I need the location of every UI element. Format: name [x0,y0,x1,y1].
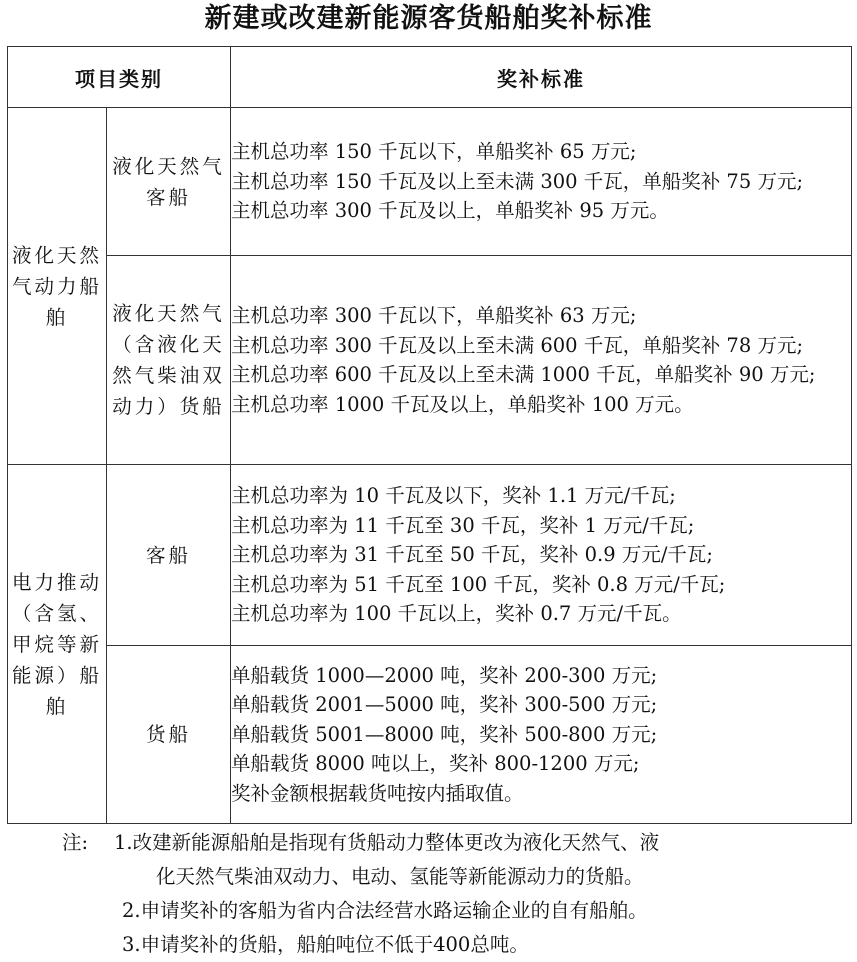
standard-line: 单船载货 2001—5000 吨，奖补 300-500 万元; [231,693,658,717]
note-line [62,826,852,860]
note-line: 2.申请奖补的客船为省内合法经营水路运输企业的自有船舶。 [122,899,648,922]
standard-line: 主机总功率 1000 千瓦及以上，单船奖补 100 万元。 [231,392,694,416]
standard-line: 主机总功率为 10 千瓦及以下，奖补 1.1 万元/千瓦; [231,484,676,508]
table-row [8,646,852,824]
standard-line: 主机总功率 150 千瓦及以上至未满 300 千瓦，单船奖补 75 万元; [231,169,804,193]
note-line: 化天然气柴油双动力、电动、氢能等新能源动力的货船。 [156,865,644,888]
notes [62,826,852,962]
table-header-row [8,47,852,108]
standard-electric-passenger [231,465,852,646]
standard-line: 奖补金额根据载货吨按内插取值。 [231,781,524,805]
standard-line: 主机总功率为 31 千瓦至 50 千瓦，奖补 0.9 万元/千瓦; [231,543,713,567]
standard-line: 主机总功率 300 千瓦及以上，单船奖补 95 万元。 [231,199,669,223]
standard-lng-passenger [231,108,852,256]
table-row [8,256,852,465]
standard-electric-cargo [231,646,852,824]
group-electric: 电力推动（含氢、甲烷等新能源）船舶 [8,465,107,824]
subsidy-standards-table [7,46,852,824]
header-standard: 奖补标准 [231,47,852,108]
page-title: 新建或改建新能源客货船舶奖补标准 [204,3,653,34]
standard-line: 主机总功率为 100 千瓦以上，奖补 0.7 万元/千瓦。 [231,602,682,626]
standard-line: 主机总功率为 11 千瓦至 30 千瓦，奖补 1 万元/千瓦; [231,513,695,537]
group-lng: 液化天然气动力船舶 [8,108,107,465]
standard-line: 主机总功率 150 千瓦以下，单船奖补 65 万元; [231,140,637,164]
header-category: 项目类别 [8,47,231,108]
standard-line: 主机总功率 600 千瓦及以上至未满 1000 千瓦，单船奖补 90 万元; [231,363,816,386]
type-lng-cargo: 液化天然气（含液化天然气柴油双动力）货船 [107,256,231,465]
standard-line: 主机总功率 300 千瓦以下，单船奖补 63 万元; [231,304,637,327]
note-text: 1.改建新能源船舶是指现有货船动力整体更改为液化天然气、液 [114,831,660,854]
standard-line: 单船载货 1000—2000 吨，奖补 200-300 万元; [231,663,658,687]
table-row [8,108,852,256]
type-electric-passenger: 客船 [107,465,231,646]
type-electric-cargo: 货船 [107,646,231,824]
standard-line: 主机总功率为 51 千瓦至 100 千瓦，奖补 0.8 万元/千瓦; [231,572,726,596]
type-lng-passenger: 液化天然气客船 [107,108,231,256]
notes-label: 注: [62,831,89,854]
standard-line: 单船载货 5001—8000 吨，奖补 500-800 万元; [231,722,658,746]
note-line: 3.申请奖补的货船，船舶吨位不低于400总吨。 [122,933,529,956]
table-row [8,465,852,646]
standard-line: 主机总功率 300 千瓦及以上至未满 600 千瓦，单船奖补 78 万元; [231,333,804,357]
standard-line: 单船载货 8000 吨以上，奖补 800-1200 万元; [231,752,640,776]
standard-lng-cargo [231,256,852,465]
